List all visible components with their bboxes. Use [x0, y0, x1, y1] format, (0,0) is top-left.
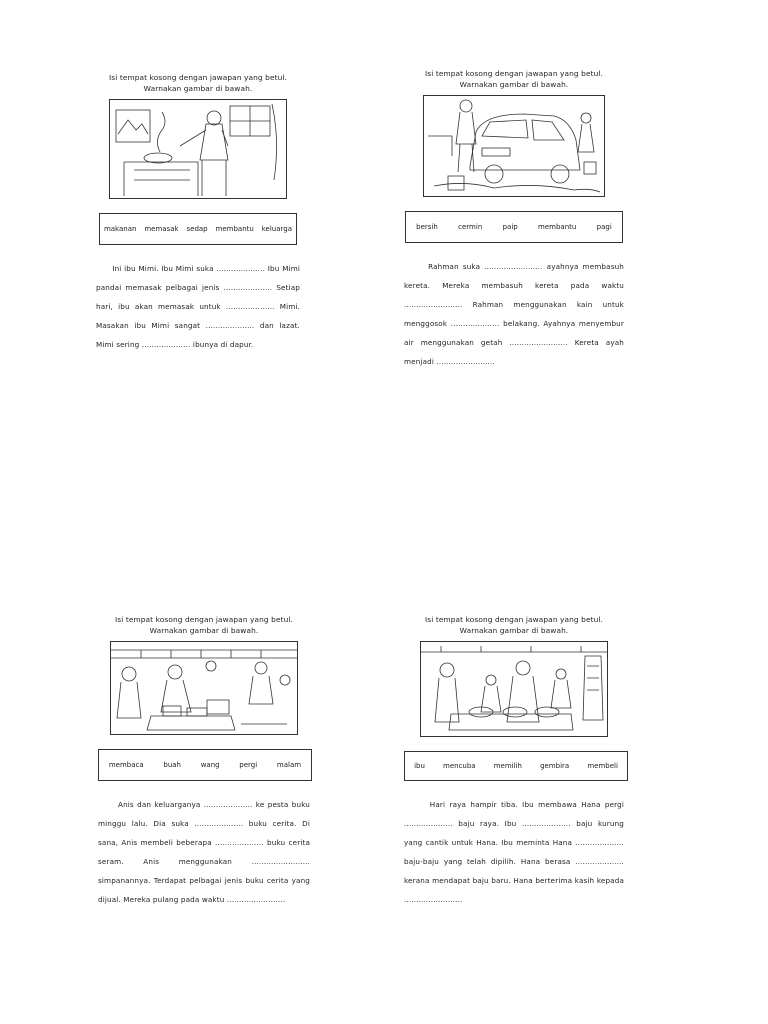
word-option: malam — [276, 761, 302, 769]
instruction-line-2: Warnakan gambar di bawah. — [149, 626, 259, 635]
word-option: membantu — [538, 223, 577, 231]
illustration-book-fair — [110, 641, 298, 735]
word-option: sedap — [186, 225, 208, 233]
worksheet-heading — [96, 72, 300, 94]
word-option: wang — [200, 761, 220, 769]
worksheet-car-wash — [404, 68, 624, 371]
word-option: ibu — [414, 762, 425, 770]
word-option: membantu — [215, 225, 254, 233]
illustration-car-wash — [423, 95, 605, 197]
worksheet-heading — [98, 614, 310, 636]
word-option: pagi — [596, 223, 612, 231]
cooking-drawing — [110, 100, 286, 198]
word-option: memilih — [493, 762, 522, 770]
word-option: buah — [163, 761, 181, 769]
cloze-paragraph: Hari raya hampir tiba. Ibu membawa Hana pergi .................... baju raya. Ibu .................... baju kurung yang cantik untuk Hana. Ibu meminta Hana .................... baju-baju yang telah dipilih. Hana berasa .................... kerana mendapat baju baru. Hana berterima kasih kepada ........................ — [404, 800, 624, 904]
book-fair-drawing — [111, 642, 297, 734]
illustration-cooking — [109, 99, 287, 199]
instruction-line-2: Warnakan gambar di bawah. — [459, 626, 569, 635]
instruction-line-1: Isi tempat kosong dengan jawapan yang betul. — [114, 615, 293, 624]
worksheet-cooking — [96, 72, 300, 354]
word-option: membaca — [108, 761, 144, 769]
instruction-line-2: Warnakan gambar di bawah. — [459, 80, 569, 89]
worksheet-heading — [404, 68, 624, 90]
word-option: makanan — [103, 225, 137, 233]
cloze-paragraph: Anis dan keluarganya .................... ke pesta buku minggu lalu. Dia suka .................... buku cerita. Di sana, Anis membeli beberapa .................... buku cerita seram. Anis menggunakan ........................ simpanannya. Terdapat pelbagai jenis buku cerita yang dijual. Mereka pulang pada waktu ........................ — [98, 800, 310, 904]
worksheet-heading — [404, 614, 624, 636]
word-option: keluarga — [261, 225, 293, 233]
word-bank — [98, 749, 312, 781]
word-bank — [99, 213, 297, 245]
instruction-line-1: Isi tempat kosong dengan jawapan yang betul. — [424, 69, 603, 78]
word-option: bersih — [416, 223, 438, 231]
instruction-line-1: Isi tempat kosong dengan jawapan yang betul. — [108, 73, 287, 82]
word-bank — [405, 211, 623, 243]
shopping-drawing — [421, 642, 607, 736]
illustration-shopping — [420, 641, 608, 737]
word-option: mencuba — [443, 762, 476, 770]
word-bank — [404, 751, 628, 781]
word-option: membeli — [587, 762, 618, 770]
word-option: memasak — [144, 225, 179, 233]
word-option: paip — [502, 223, 518, 231]
worksheet-book-fair — [98, 614, 310, 909]
word-option: cermin — [458, 223, 483, 231]
cloze-paragraph: Rahman suka ........................ ayahnya membasuh kereta. Mereka membasuh kereta pada waktu ........................ Rahman menggunakan kain untuk menggosok .................... belakang. Ayahnya menyembur air menggunakan getah ........................ Kereta ayah menjadi ........................ — [404, 262, 624, 366]
instruction-line-2: Warnakan gambar di bawah. — [143, 84, 253, 93]
word-option: gembira — [540, 762, 570, 770]
word-option: pergi — [239, 761, 258, 769]
worksheet-shopping — [404, 614, 624, 909]
cloze-paragraph: Ini ibu Mimi. Ibu Mimi suka .................... Ibu Mimi pandai memasak pelbagai jenis .................... Setiap hari, ibu akan memasak untuk .................... Mimi. Masakan ibu Mimi sangat .................... dan lazat. Mimi sering .................... ibunya di dapur. — [96, 264, 300, 349]
car-wash-drawing — [424, 96, 604, 196]
instruction-line-1: Isi tempat kosong dengan jawapan yang betul. — [424, 615, 603, 624]
